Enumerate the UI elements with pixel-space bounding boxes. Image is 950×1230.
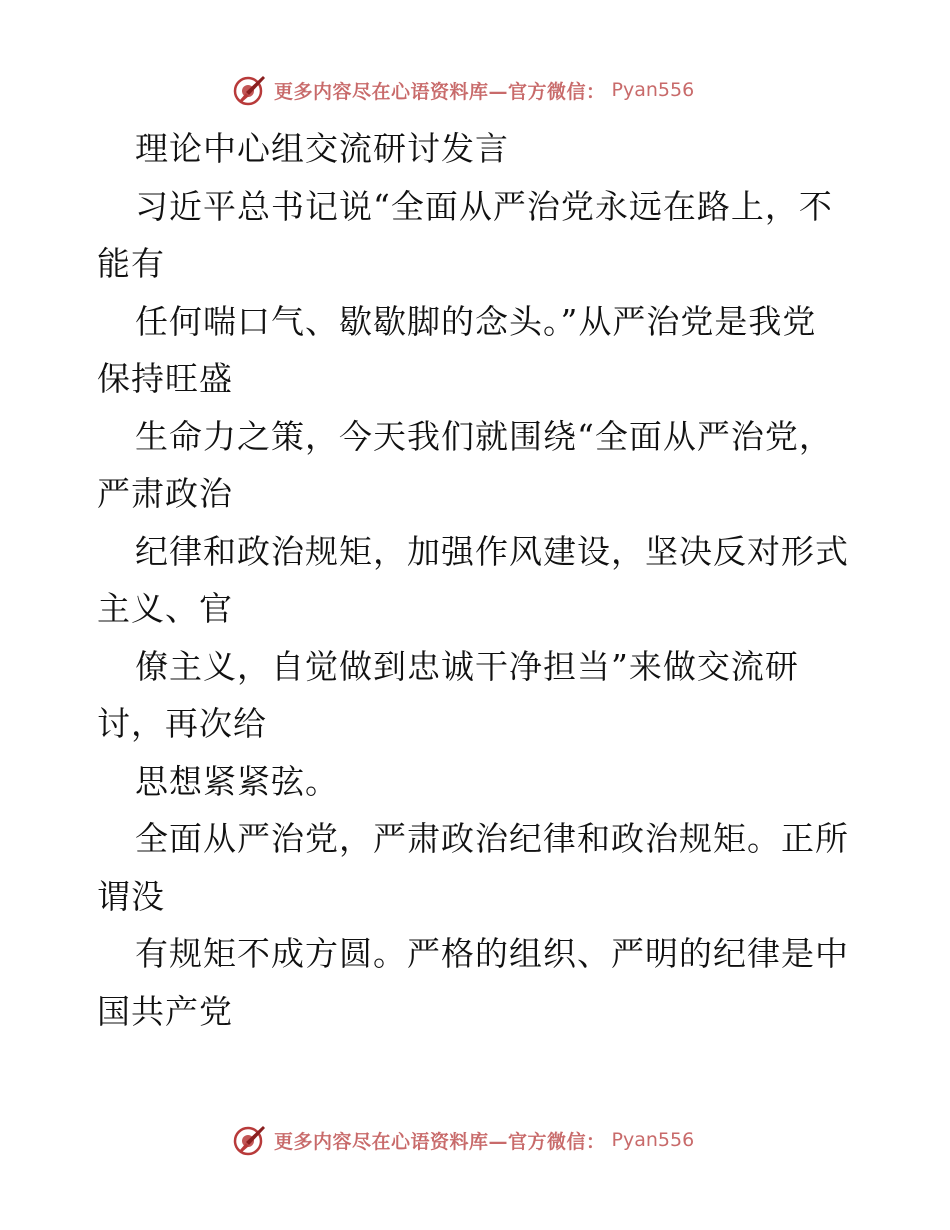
footer-watermark (232, 1120, 694, 1160)
text-line: 全面从严治党，严肃政治纪律和政治规矩。正所 (135, 819, 849, 858)
text-line: 谓没 (97, 876, 165, 916)
text-line: 僚主义，自觉做到忠诚干净担当”来做交流研 (135, 646, 799, 686)
text-line: 严肃政治 (97, 474, 233, 513)
text-line: 任何喘口气、歇歇脚的念头。”从严治党是我党 (135, 301, 817, 341)
document-title: 理论中心组交流研讨发言 (135, 129, 509, 168)
header-watermark-text: 更多内容尽在心语资料库—官方微信： (274, 80, 606, 103)
text-line: 生命力之策，今天我们就围绕“全面从严治党， (135, 416, 833, 456)
document-body (97, 120, 857, 1040)
header-watermark-id: Pyan556 (611, 79, 695, 101)
text-line: 能有 (97, 244, 165, 283)
text-line: 保持旺盛 (97, 359, 233, 398)
text-line: 主义、官 (97, 589, 233, 628)
header-watermark (232, 70, 694, 110)
text-line: 纪律和政治规矩，加强作风建设，坚决反对形式 (135, 531, 849, 571)
text-line: 讨，再次给 (97, 704, 267, 743)
footer-watermark-id: Pyan556 (611, 1129, 695, 1151)
pen-logo-icon (232, 1122, 268, 1158)
text-line: 有规矩不成方圆。严格的组织、严明的纪律是中 (135, 934, 849, 973)
text-line: 思想紧紧弦。 (135, 761, 339, 801)
pen-logo-icon (232, 72, 268, 108)
text-line: 习近平总书记说“全面从严治党永远在路上，不 (135, 186, 833, 226)
footer-watermark-text: 更多内容尽在心语资料库—官方微信： (274, 1130, 606, 1153)
text-line: 国共产党 (97, 991, 233, 1031)
